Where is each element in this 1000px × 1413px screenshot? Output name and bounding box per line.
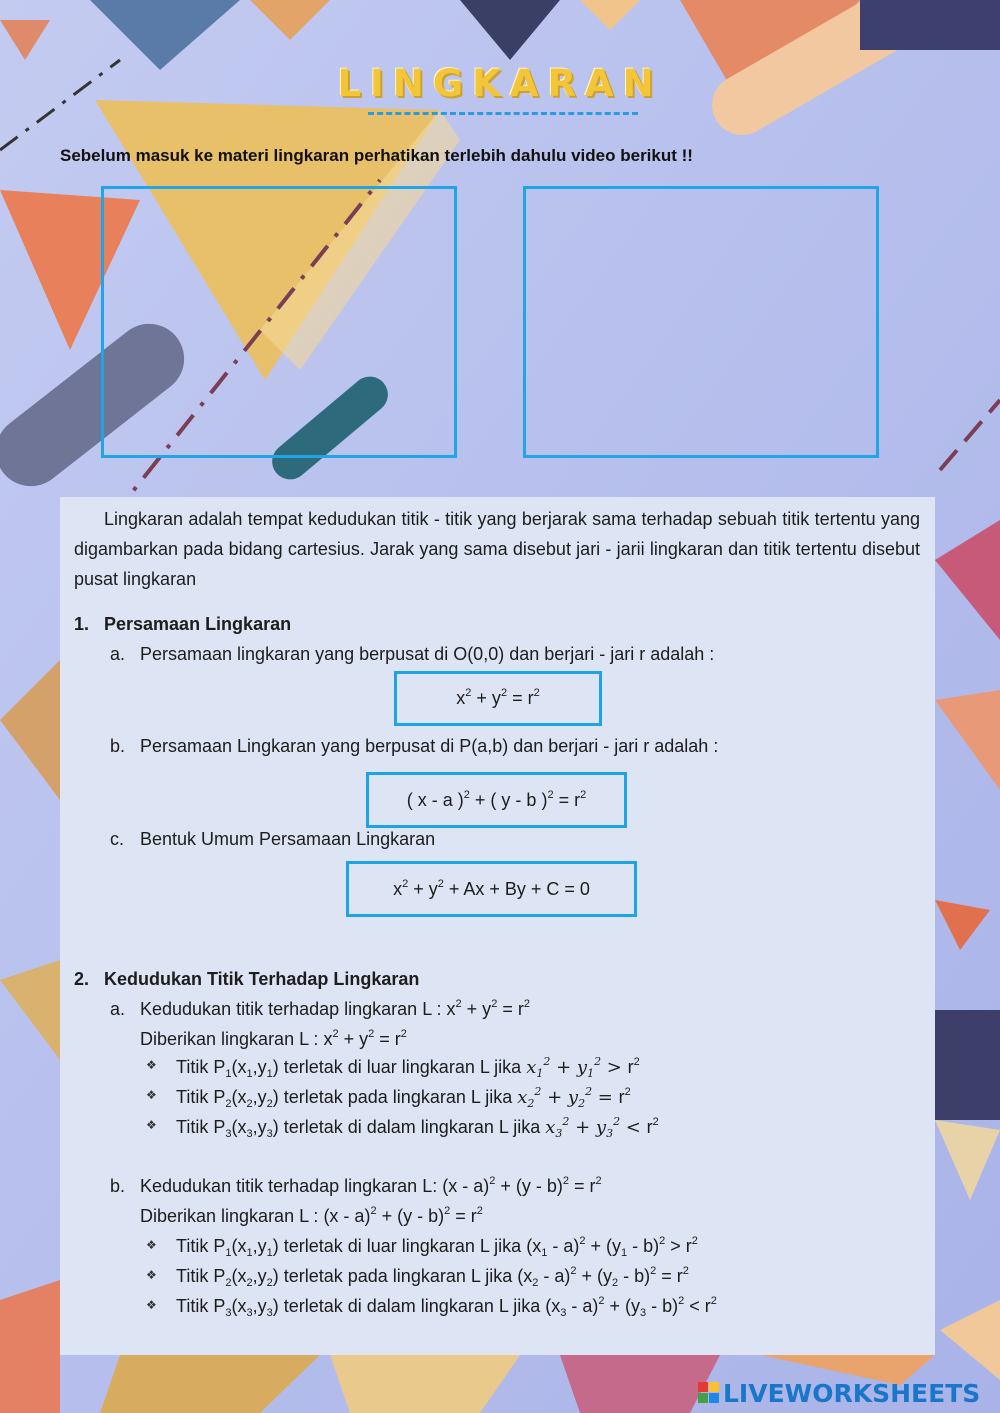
formula-general: $x^2 + y^2 + Ax + By + C = 0$ (393, 877, 590, 899)
diamond-bullet-icon: ❖ (146, 1088, 157, 1102)
section2-a-line: Kedudukan titik terhadap lingkaran L : $x^2 + y^2 = r^2$ (140, 998, 530, 1019)
diamond-bullet-icon: ❖ (146, 1298, 157, 1312)
logo-grid-icon (698, 1382, 720, 1404)
section1-a-text: Persamaan lingkaran yang berpusat di O(0,0) dan berjari - jari r adalah : (140, 644, 715, 664)
formula-center-ab: ( x - a )$^2$ + ( y - b )$^2 = r^2$ (406, 788, 587, 810)
formula-box-center-origin (394, 671, 602, 726)
section2-a-item-2: Titik $P_2(x_2,y_2)$ terletak pada lingkaran L jika $x_2^2 + y_2^2 = r^2$ (176, 1085, 631, 1110)
intro-text: Sebelum masuk ke materi lingkaran perhatikan terlebih dahulu video berikut !! (60, 146, 693, 165)
section2-a-item-1: Titik $P_1(x_1,y_1)$ terletak di luar lingkaran L jika $x_1^2 + y_1^2 > r^2$ (176, 1055, 640, 1080)
watermark-text: LIVEWORKSHEETS (723, 1378, 981, 1408)
formula-center-origin: $x^2 + y^2 = r^2$ (456, 687, 540, 708)
section1-heading: Persamaan Lingkaran (104, 614, 292, 634)
video-frame-right[interactable] (523, 186, 879, 458)
section2-b-line: Kedudukan titik terhadap lingkaran L: $(x - a)^2 + (y - b)^2 = r^2$ (140, 1175, 602, 1196)
diamond-bullet-icon: ❖ (146, 1118, 157, 1132)
section2-b-item-1: Titik $P_1(x_1,y_1)$ terletak di luar lingkaran L jika $(x_1 - a)^2 + (y_1 - b)^2 > r^2$ (176, 1235, 698, 1259)
liveworksheets-logo (698, 1378, 980, 1408)
section2-b-item-3: Titik $P_3(x_3,y_3)$ terletak di dalam lingkaran L jika $(x_3 - a)^2 + (y_3 - b)^2 < r^2$ (176, 1295, 717, 1319)
section2-a-letter: a. (110, 999, 126, 1019)
section2-b-item-2: Titik $P_2(x_2,y_2)$ terletak pada lingkaran L jika $(x_2 - a)^2 + (y_2 - b)^2 = r^2$ (176, 1265, 689, 1289)
section1-b-letter: b. (110, 736, 126, 756)
section2-b-letter: b. (110, 1176, 126, 1196)
diamond-bullet-icon: ❖ (146, 1058, 157, 1072)
diamond-bullet-icon: ❖ (146, 1238, 157, 1252)
section2-b-given: Diberikan lingkaran L : $(x - a)^2 + (y - b)^2 = r^2$ (140, 1205, 483, 1226)
section2-number: 2. (74, 969, 90, 989)
formula-box-center-ab (366, 772, 627, 828)
section1-c-text: Bentuk Umum Persamaan Lingkaran (140, 829, 436, 849)
section1-b-text: Persamaan Lingkaran yang berpusat di P(a,b) dan berjari - jari r adalah : (140, 736, 719, 756)
formula-box-general (346, 861, 637, 917)
definition-paragraph: Lingkaran adalah tempat kedudukan titik - titik yang berjarak sama terhadap sebuah titik tertentu yang digambarkan pada bidang cartesius. Jarak yang sama disebut jari - jarii lingkaran dan titik tertentu disebut pusat lingkaran (74, 509, 920, 589)
video-frame-left[interactable] (101, 186, 457, 458)
section1-a-letter: a. (110, 644, 126, 664)
section2-a-item-3: Titik $P_3(x_3,y_3)$ terletak di dalam lingkaran L jika $x_3^2 + y_3^2 < r^2$ (176, 1115, 659, 1140)
section1-number: 1. (74, 614, 90, 634)
section2-a-given: Diberikan lingkaran L : $x^2 + y^2 = r^2$ (140, 1028, 407, 1049)
diamond-bullet-icon: ❖ (146, 1268, 157, 1282)
section2-heading: Kedudukan Titik Terhadap Lingkaran (104, 969, 420, 989)
section1-c-letter: c. (110, 829, 125, 849)
page-title: LINGKARAN (337, 62, 663, 105)
title-underline (368, 112, 638, 115)
